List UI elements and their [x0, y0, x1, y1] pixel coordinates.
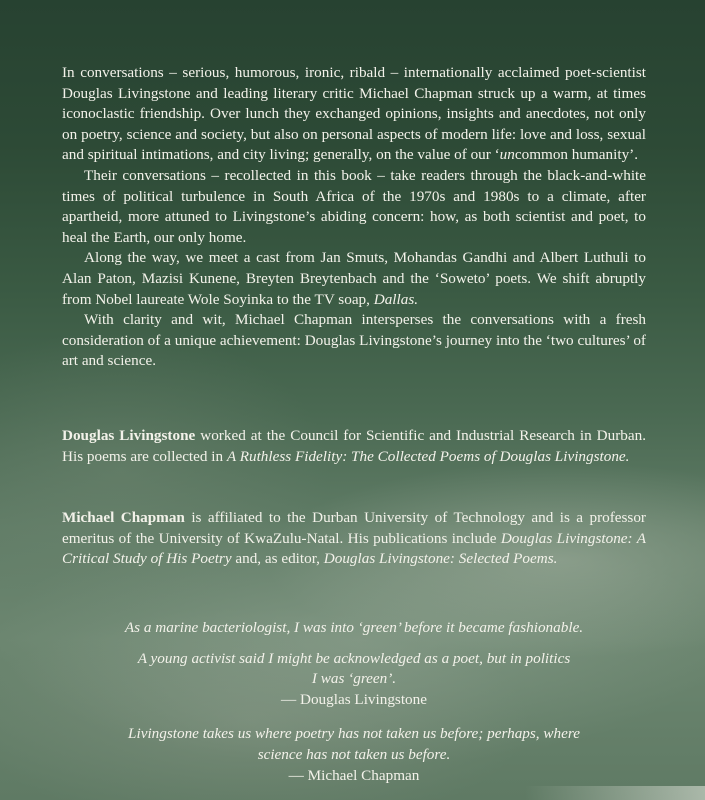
- author-name: Douglas Livingstone: [62, 427, 196, 444]
- book-blurb: [62, 63, 646, 372]
- quote-2-line-1: A young activist said I might be acknowledged as a poet, but in politics: [137, 649, 571, 667]
- book-title: A Ruthless Fidelity: The Collected Poems of Douglas Livingstone.: [226, 447, 630, 465]
- blurb-paragraph-1: In conversations – serious, humorous, ironic, ribald – internationally acclaimed poet-scientist Douglas Livingstone and leading literary critic Michael Chapman struck up a warm, at times iconoclastic friendship. Over lunch they exchanged opinions, insights and anecdotes, not only on poetry, science and society, but also on personal aspects of modern life: love and loss, sexual and spiritual intimations, and city living; generally, on the value of our ‘uncommon humanity’.: [62, 64, 646, 164]
- author-bio-livingstone: Douglas Livingstone worked at the Council for Scientific and Industrial Research in Durban. His poems are collected in A Ruthless Fidelity: The Collected Poems of Douglas Livingstone.: [62, 427, 647, 465]
- quote-3-line-1: Livingstone takes us where poetry has not taken us before; perhaps, where: [128, 725, 580, 743]
- quote-attribution-livingstone: — Douglas Livingstone: [281, 690, 427, 708]
- blurb-paragraph-4: With clarity and wit, Michael Chapman intersperses the conversations with a fresh consideration of a unique achievement: Douglas Livingstone’s journey into the ‘two cultures’ of art and science.: [62, 311, 646, 370]
- book-title: Douglas Livingstone: A Critical Study of His Poetry: [62, 529, 646, 568]
- cover-edge-highlight: [525, 786, 705, 800]
- quote-3-line-2: science has not taken us before.: [257, 745, 451, 763]
- book-title: Douglas Livingstone: Selected Poems.: [323, 550, 558, 568]
- blurb-paragraph-3: Along the way, we meet a cast from Jan Smuts, Mohandas Gandhi and Albert Luthuli to Alan Paton, Mazisi Kunene, Breyten Breytenbach and the ‘Soweto’ poets. We shift abruptly from Nobel laureate Wole Soyinka to the TV soap, Dallas.: [62, 249, 646, 308]
- author-name: Michael Chapman: [62, 509, 185, 526]
- quote-attribution-chapman: — Michael Chapman: [288, 766, 420, 784]
- quote-2-line-2: I was ‘green’.: [311, 670, 397, 688]
- author-bio-chapman: Michael Chapman is affiliated to the Durban University of Technology and is a professor emeritus of the University of KwaZulu-Natal. His publications include Douglas Livingstone: A Critical Study of His Poetry and, as editor, Douglas Livingstone: Selected Poems.: [62, 509, 646, 568]
- quote-1: As a marine bacteriologist, I was into ‘green’ before it became fashionable.: [124, 619, 584, 636]
- endorsement-quotes: [62, 618, 646, 786]
- blurb-paragraph-2: Their conversations – recollected in this book – take readers through the black-and-white times of political turbulence in South Africa of the 1970s and 1980s to a climate, after apartheid, more attuned to Livingstone’s abiding concern: how, as both scientist and poet, to heal the Earth, our only home.: [62, 166, 646, 246]
